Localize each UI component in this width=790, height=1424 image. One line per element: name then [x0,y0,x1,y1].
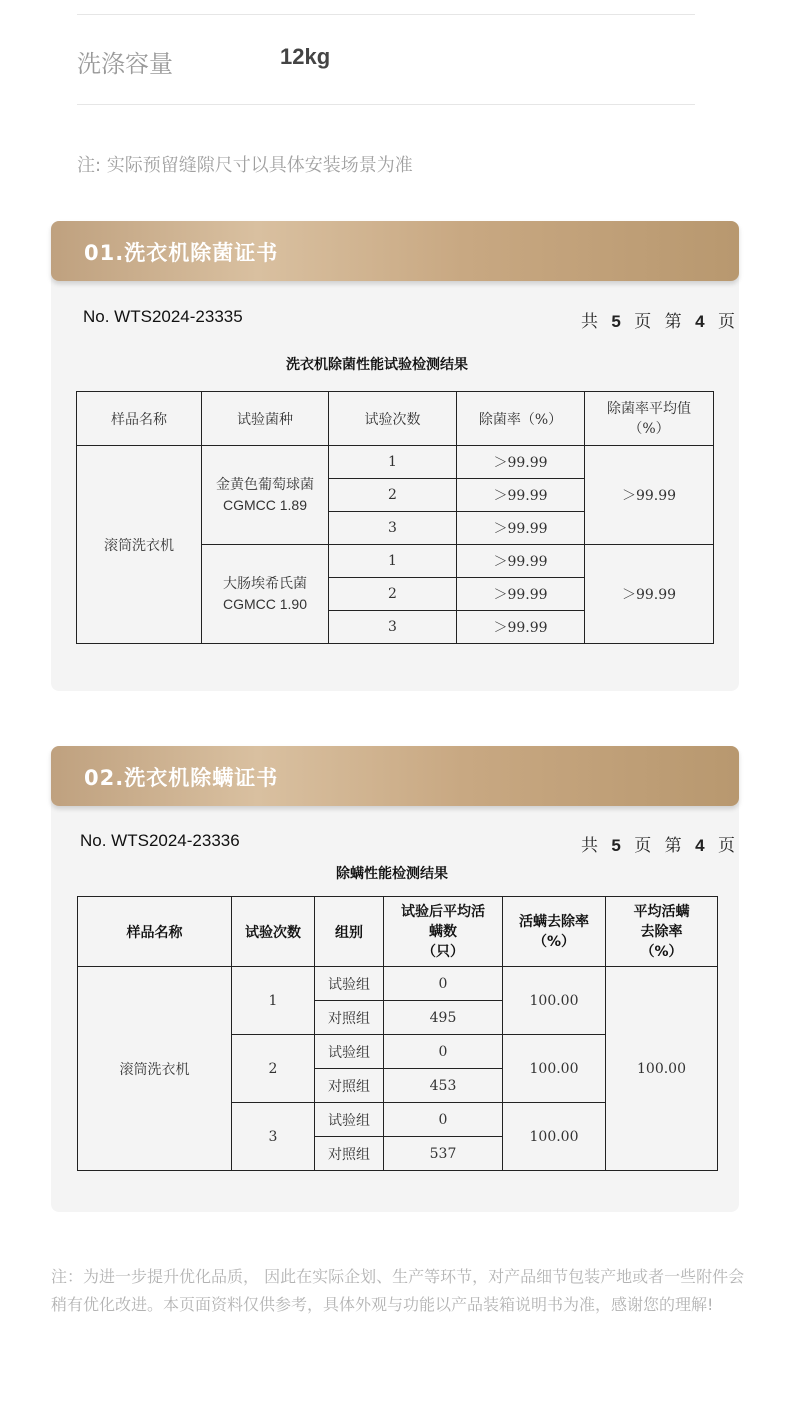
cert-table-title: 洗衣机除菌性能试验检测结果 [286,357,468,373]
run-cell: 1 [329,446,457,479]
rate-cell: ＞99.99 [457,479,585,512]
cert-table-title: 除螨性能检测结果 [336,866,448,882]
rate-cell: ＞99.99 [457,446,585,479]
group-cell: 对照组 [315,1001,384,1035]
col-header: 活螨去除率 （%） [503,897,606,967]
avg-rate-cell: ＞99.99 [585,545,714,644]
table-row [78,967,718,1001]
group-cell: 对照组 [315,1137,384,1171]
strain-cell [202,545,329,644]
removal-rate-cell: 100.00 [503,967,606,1035]
run-cell: 2 [329,578,457,611]
run-cell: 3 [329,512,457,545]
table-header-row [77,392,714,446]
sterilization-cert-header [51,221,739,281]
col-header: 除菌率（%） [457,392,585,446]
col-header: 试验后平均活 螨数 （只） [384,897,503,967]
run-cell: 2 [329,479,457,512]
rate-cell: ＞99.99 [457,512,585,545]
strain-name: 大肠埃希氏菌 [223,576,307,592]
col-header: 组别 [315,897,384,967]
group-cell: 对照组 [315,1069,384,1103]
mite-removal-cert-title: 02.洗衣机除螨证书 [84,766,279,790]
run-cell: 3 [329,611,457,644]
removal-rate-cell: 100.00 [503,1103,606,1171]
run-cell: 2 [232,1035,315,1103]
strain-code: CGMCC 1.89 [222,497,308,513]
col-header: 样品名称 [77,392,202,446]
divider-top [77,14,695,15]
col-header: 试验次数 [232,897,315,967]
table-row [77,446,714,479]
rate-cell: ＞99.99 [457,611,585,644]
cert-number: No. WTS2024-23335 [83,307,243,326]
sample-name-cell: 滚筒洗衣机 [77,446,202,644]
mite-count-cell: 0 [384,1103,503,1137]
mite-count-cell: 453 [384,1069,503,1103]
mite-count-cell: 495 [384,1001,503,1035]
rate-cell: ＞99.99 [457,578,585,611]
group-cell: 试验组 [315,967,384,1001]
run-cell: 1 [232,967,315,1035]
col-header: 样品名称 [78,897,232,967]
run-cell: 3 [232,1103,315,1171]
spec-label: 洗涤容量 [77,50,173,78]
cert-number: No. WTS2024-23336 [80,831,240,850]
install-note: 注: 实际预留缝隙尺寸以具体安装场景为准 [77,155,413,176]
group-cell: 试验组 [315,1103,384,1137]
sterilization-cert-title: 01.洗衣机除菌证书 [84,241,279,265]
group-cell: 试验组 [315,1035,384,1069]
sterilization-cert-card [51,221,739,691]
mite-count-cell: 537 [384,1137,503,1171]
col-header: 试验菌种 [202,392,329,446]
mite-count-cell: 0 [384,1035,503,1069]
mite-removal-results-table [77,896,718,1171]
cert-page-info: 共 5 页 第 4 页 [581,312,739,332]
divider-bottom [77,104,695,105]
avg-rate-cell: ＞99.99 [585,446,714,545]
table-header-row [78,897,718,967]
strain-name: 金黄色葡萄球菌 [216,477,314,493]
mite-removal-cert-header [51,746,739,806]
rate-cell: ＞99.99 [457,545,585,578]
cert-page-info: 共 5 页 第 4 页 [581,836,739,856]
avg-removal-rate-cell: 100.00 [606,967,718,1171]
col-header: 试验次数 [329,392,457,446]
col-header: 平均活螨 去除率 （%） [606,897,718,967]
col-header: 除菌率平均值 （%） [585,392,714,446]
mite-count-cell: 0 [384,967,503,1001]
spec-value: 12kg [280,44,331,69]
sample-name-cell: 滚筒洗衣机 [78,967,232,1171]
sterilization-results-table [76,391,714,644]
strain-cell [202,446,329,545]
strain-code: CGMCC 1.90 [222,596,308,612]
disclaimer-note: 注：为进一步提升优化品质， 因此在实际企划、生产等环节，对产品细节包装产地或者一些附件会稍有优化改进。本页面资料仅供参考，具体外观与功能以产品装箱说明书为准，感谢您的理解! [51,1267,745,1314]
run-cell: 1 [329,545,457,578]
removal-rate-cell: 100.00 [503,1035,606,1103]
mite-removal-cert-card [51,746,739,1212]
